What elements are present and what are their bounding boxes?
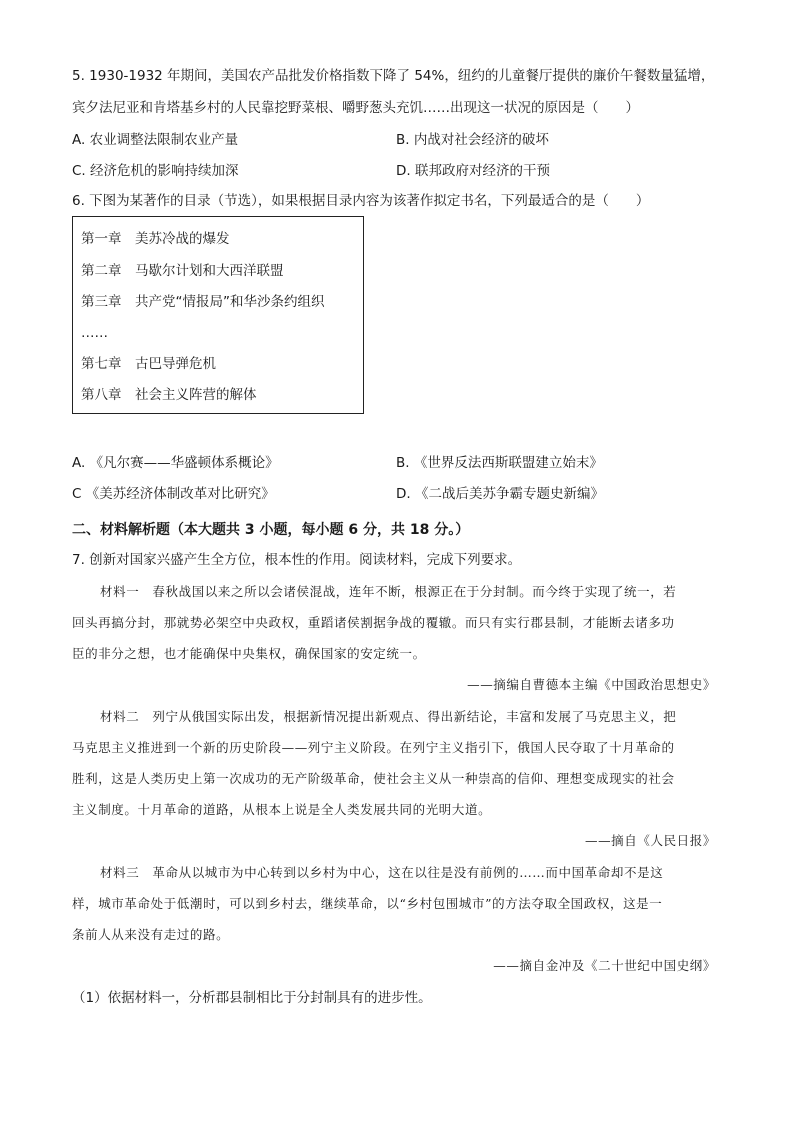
material-2-line: 材料二 列宁从俄国实际出发，根据新情况提出新观点、得出新结论，丰富和发展了马克思主义，把	[100, 709, 677, 724]
table-of-contents-box	[72, 216, 364, 414]
q6-option-b: B. 《世界反法西斯联盟建立始末》	[396, 455, 603, 471]
material-3-line: 条前人从来没有走过的路。	[72, 927, 230, 942]
toc-item: 第二章 马歇尔计划和大西洋联盟	[81, 263, 284, 279]
material-3-source: ——摘自金冲及《二十世纪中国史纲》	[493, 958, 716, 973]
q5-option-c: C. 经济危机的影响持续加深	[72, 163, 239, 179]
toc-item: 第一章 美苏冷战的爆发	[81, 231, 230, 247]
q6-option-c: C 《美苏经济体制改革对比研究》	[72, 486, 275, 502]
q5-option-d: D. 联邦政府对经济的干预	[396, 163, 550, 179]
q7-stem: 7. 创新对国家兴盛产生全方位，根本性的作用。阅读材料，完成下列要求。	[72, 552, 522, 568]
material-3-line: 材料三 革命从以城市为中心转到以乡村为中心，这在以往是没有前例的……而中国革命却不是这	[100, 865, 664, 880]
material-1-line: 臣的非分之想，也才能确保中央集权，确保国家的安定统一。	[72, 646, 426, 661]
material-2-line: 马克思主义推进到一个新的历史阶段——列宁主义阶段。在列宁主义指引下，俄国人民夺取了十月革命的	[72, 740, 675, 755]
q6-option-d: D. 《二战后美苏争霸专题史新编》	[396, 486, 604, 502]
material-2-line: 主义制度。十月革命的道路，从根本上说是全人类发展共同的光明大道。	[72, 802, 492, 817]
material-3-line: 样，城市革命处于低潮时，可以到乡村去，继续革命，以“乡村包围城市”的方法夺取全国政权，这是一	[72, 896, 663, 911]
material-1-source: ——摘编自曹德本主编《中国政治思想史》	[467, 677, 716, 692]
q5-option-b: B. 内战对社会经济的破坏	[396, 132, 549, 148]
material-1-line: 材料一 春秋战国以来之所以会诸侯混战，连年不断，根源正在于分封制。而今终于实现了统一，若	[100, 584, 677, 599]
material-1-line: 回头再搞分封，那就势必架空中央政权，重蹈诸侯割据争战的覆辙。而只有实行郡县制，才能断去诸多功	[72, 615, 675, 630]
q5-stem-line1: 5. 1930-1932 年期间，美国农产品批发价格指数下降了 54%，纽约的儿童餐厅提供的廉价午餐数量猛增，	[72, 68, 715, 84]
q6-option-a: A. 《凡尔赛——华盛顿体系概论》	[72, 455, 279, 471]
toc-item: 第七章 古巴导弹危机	[81, 356, 216, 372]
q5-stem-line2: 宾夕法尼亚和肯塔基乡村的人民靠挖野菜根、嚼野葱头充饥……出现这一状况的原因是（ ）	[72, 100, 639, 116]
toc-item: 第八章 社会主义阵营的解体	[81, 387, 257, 403]
material-2-line: 胜利，这是人类历史上第一次成功的无产阶级革命，使社会主义从一种崇高的信仰、理想变成现实的社会	[72, 771, 675, 786]
section-title: 二、材料解析题（本大题共 3 小题，每小题 6 分，共 18 分。）	[72, 522, 470, 538]
toc-ellipsis: ……	[81, 325, 108, 341]
q7-subquestion-1: （1）依据材料一，分析郡县制相比于分封制具有的进步性。	[72, 990, 432, 1006]
q5-option-a: A. 农业调整法限制农业产量	[72, 132, 239, 148]
toc-item: 第三章 共产党“情报局”和华沙条约组织	[81, 294, 325, 310]
material-2-source: ——摘自《人民日报》	[584, 833, 716, 848]
q6-stem: 6. 下图为某著作的目录（节选），如果根据目录内容为该著作拟定书名，下列最适合的是（ ）	[72, 193, 650, 209]
